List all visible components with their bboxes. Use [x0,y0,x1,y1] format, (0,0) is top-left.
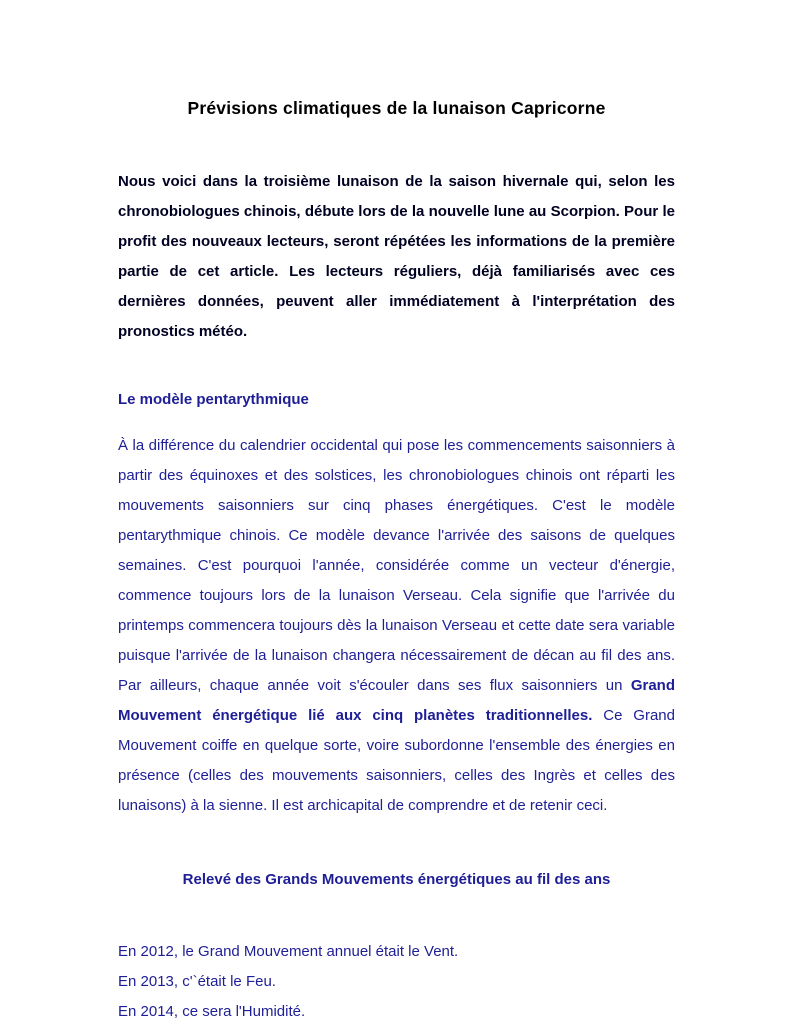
section-heading-grand-movements-list: Relevé des Grands Mouvements énergétiques au fil des ans [182,871,611,888]
year-line-2014: En 2014, ce sera l'Humidité. [118,1003,306,1020]
year-line-2013: En 2013, c'`était le Feu. [118,973,276,990]
paragraph-text-part2: Ce Grand Mouvement coiffe en quelque sorte, voire subordonne l'ensemble des énergies en présence (celles des mouvements saisonniers, celles des Ingrès et celles des lunaisons) à la sienne. Il est archicapital de comprendre et de retenir ceci. [118,707,675,814]
paragraph-bold-run: Grand Mouvement énergétique lié aux cinq planètes traditionnelles. [118,677,675,724]
body-paragraph-pentarythmic-model [118,431,675,821]
year-line-2012: En 2012, le Grand Mouvement annuel était le Vent. [118,943,459,960]
paragraph-text-part1: À la différence du calendrier occidental qui pose les commencements saisonniers à partir des équinoxes et des solstices, les chronobiologues chinois ont réparti les mouvements saisonniers sur cinq phases énergétiques. C'est le modèle pentarythmique chinois. Ce modèle devance l'arrivée des saisons de quelques semaines. C'est pourquoi l'année, considérée comme un vecteur d'énergie, commence toujours lors de la lunaison Verseau. Cela signifie que l'arrivée du printemps commencera toujours dès la lunaison Verseau et cette date sera variable puisque l'arrivée de la lunaison changera nécessairement de décan au fil des ans. Par ailleurs, chaque année voit s'écouler dans ses flux saisonniers un [118,437,675,694]
intro-paragraph: Nous voici dans la troisième lunaison de la saison hivernale qui, selon les chronobiologues chinois, débute lors de la nouvelle lune au Scorpion. Pour le profit des nouveaux lecteurs, seront répétées les informations de la première partie de cet article. Les lecteurs réguliers, déjà familiarisés avec ces dernières données, peuvent aller immédiatement à l'interprétation des pronostics météo. [118,173,675,340]
section-heading-pentarythmic-model: Le modèle pentarythmique [118,391,309,408]
page-title: Prévisions climatiques de la lunaison Capricorne [187,98,606,118]
